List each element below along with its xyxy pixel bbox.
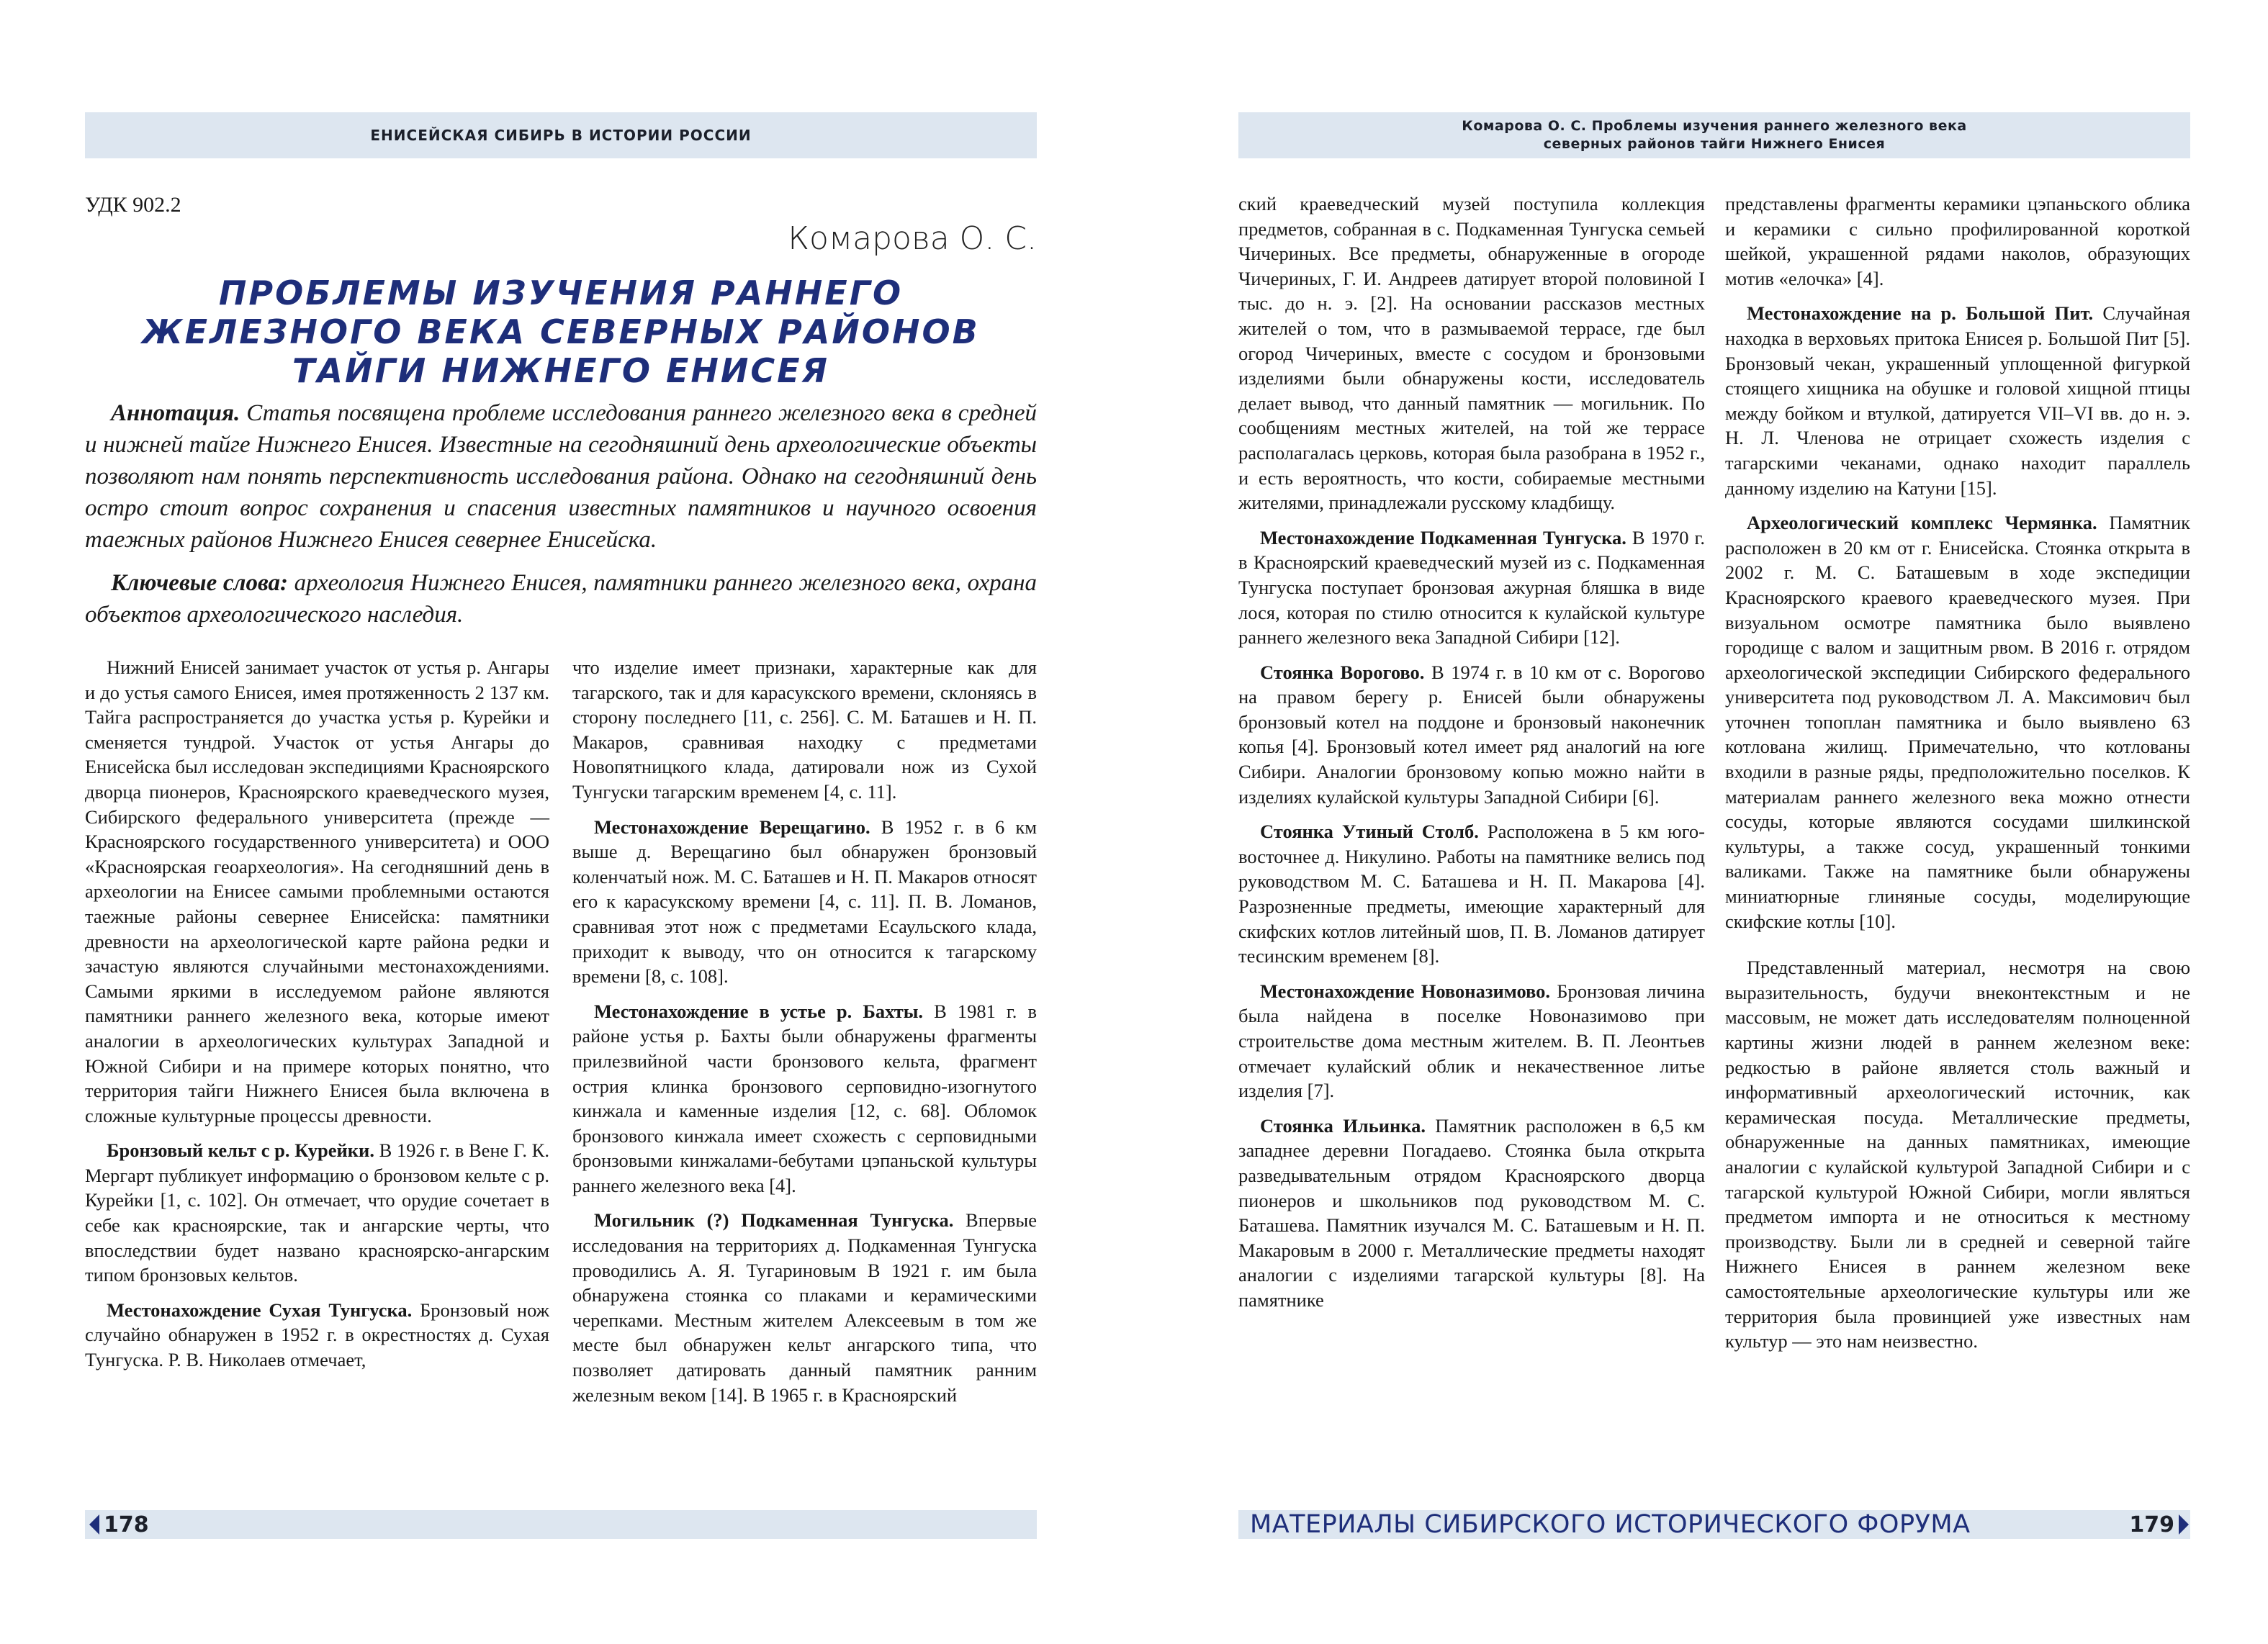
section-heading: Бронзовый кельт с р. Курейки.: [107, 1139, 374, 1162]
column-4: [1725, 191, 2190, 1354]
article-title: [85, 274, 1037, 390]
keywords-paragraph: [85, 567, 1037, 631]
section-heading: Местонахождение Сухая Тунгуска.: [107, 1299, 413, 1321]
paragraph: [1238, 525, 1705, 650]
section-heading: Местонахождение в устье р. Бахты.: [594, 1000, 924, 1022]
paragraph: [572, 815, 1037, 989]
paragraph: [572, 999, 1037, 1198]
paragraph: что изделие имеет признаки, характерные как для тагарского, так и для карасукского времени, склоняясь в сторону последнего [11, с. 256]. С. М. Баташев и Н. П. Макаров, сравнивая находку с предметами Новопятницкого клада, датировали нож из Сухой Тунгуски тагарским временем [4, с. 11].: [572, 656, 1037, 803]
section-heading: Местонахождение Верещагино.: [594, 816, 870, 838]
paragraph-text: Памятник расположен в 20 км от г. Енисейска. Стоянка открыта в 2002 г. М. С. Баташевым в ходе экспедиции Красноярского краевого краеведческого музея. При визуальном осмотре памятника было выявлено городище с валом и защитным рвом. В 2016 г. отрядом археологической экспедиции Сибирского федерального университета под руководством Л. А. Максимович был уточнен топоплан памятника и было выявлено 63 котлована жилищ. Примечательно, что котлованы входили в разные ряды, предположительно поселков. К материалам раннего железного века можно отнести сосуды, которые являются сосудами шилкинской культуры, а также сосуд, украшенный тонкими валиками. Также на памятнике были обнаружены миниатюрные глиняные сосуды, моделирующие скифские котлы [10].: [1725, 512, 2190, 932]
paragraph: ский краеведческий музей поступила коллекция предметов, собранная в с. Подкаменная Тунгуска семьей Чичериных. Все предметы, обнаруженные в огороде Чичериных, Г. И. Андреев датирует второй половиной I тыс. до н. э. [2]. На основании рассказов местных жителей о том, что в размываемой террасе, где был огород Чичериных, вместе с сосудом и бронзовыми изделиями были обнаружены кости, исследователь делает вывод, что данный памятник — могильник. По сообщениям местных жителей, на той же террасе располагалась церковь, которая была разобрана в 1952 г., и есть вероятность, что кости, собираемые местными жителями, принадлежали русскому кладбищу.: [1238, 193, 1705, 514]
section-heading: Археологический комплекс Чермянка.: [1747, 512, 2097, 534]
section-heading: Местонахождение Подкаменная Тунгуска.: [1260, 526, 1626, 548]
paragraph: [1725, 301, 2190, 500]
page-number-left: [89, 1510, 149, 1539]
abstract-paragraph: [85, 397, 1037, 556]
running-title-right-line1: Комарова О. С. Проблемы изучения раннего железного века: [1462, 118, 1967, 134]
title-line-3: ТАЙГИ НИЖНЕГО ЕНИСЕЯ: [292, 351, 829, 390]
title-line-2: ЖЕЛЕЗНОГО ВЕКА СЕВЕРНЫХ РАЙОНОВ: [142, 312, 980, 351]
column-3: [1238, 191, 1705, 1313]
paragraph-text: В 1981 г. в районе устья р. Бахты были обнаружены фрагменты прилезвийной части бронзового кельта, фрагмент острия клинка бронзового серповидно-изогнутого кинжала и каменные изделия [12, с. 68]. Обломок бронзового кинжала имеет схожесть с серповидными бронзовыми кинжалами-бебутами цэпаньской культуры раннего железного века [4].: [572, 1000, 1037, 1196]
section-heading: Местонахождение на р. Большой Пит.: [1747, 302, 2094, 325]
running-header-right: [1238, 112, 2190, 158]
keywords-label: Ключевые слова:: [111, 570, 288, 596]
paragraph: [1238, 979, 1705, 1103]
paragraph-text: Расположена в 5 км юго-восточнее д. Никулино. Работы на памятнике велись под руководством М. С. Баташева и Н. П. Макарова [4]. Разрозненные предметы, имеющие характерный для скифских котлов литейный шов, П. В. Ломанов датирует тесинским временем [8].: [1238, 821, 1706, 967]
column-2: [572, 655, 1037, 1407]
page-number-left-text: 178: [104, 1512, 149, 1537]
paragraph-text: В 1970 г. в Красноярский краеведческий музей из с. Подкаменная Тунгуска поступает бронзовая ажурная бляшка в виде лося, которая по стилю относится к кулайской культуре раннего железного века Западной Сибири [12].: [1238, 526, 1705, 649]
paragraph: [1238, 660, 1705, 810]
page-number-right: [2129, 1510, 2189, 1539]
paragraph: [1238, 819, 1705, 969]
paragraph-text: Случайная находка в верховьях притока Енисея р. Большой Пит [5]. Бронзовый чекан, украшенный уплощенной фигуркой стоящего хищника на обушке и головой хищной птицы между бойком и втулкой, датируется VII–VI вв. до н. э. Н. Л. Членова не отрицает схожесть изделия с тагарскими чеканами, однако находит параллель данному изделию на Катуни [15].: [1725, 302, 2190, 499]
running-header-left: [85, 112, 1037, 158]
paragraph: представлены фрагменты керамики цэпаньского облика и керамики с сильно профилированной короткой шейкой, украшенной рядами наколов, образующих мотив «елочка» [4].: [1725, 193, 2190, 289]
section-heading: Стоянка Ильинка.: [1260, 1114, 1426, 1137]
abstract-text: Статья посвящена проблеме исследования раннего железного века в средней и нижней тайге Нижнего Енисея. Известные на сегодняшний день археологические объекты позволяют нам понять перспективность исследования района. Однако на сегодняшний день остро стоит вопрос сохранения и спасения известных памятников и научного освоения таежных районов Нижнего Енисея севернее Енисейска.: [85, 400, 1037, 553]
paragraph: [1725, 510, 2190, 934]
chevron-right-icon: [2179, 1514, 2189, 1535]
paragraph: [572, 1208, 1037, 1407]
paragraph-text: Впервые исследования на территориях д. Подкаменная Тунгуска проводились А. Я. Тугариновым В 1921 г. им была обнаружена стоянка со плаками и керамическими черепками. Местным жителем Алексеевым в том же месте был обнаружен кельт ангарского типа, что позволяет датировать данный памятник ранним железным веком [14]. В 1965 г. в Красноярский: [572, 1209, 1037, 1406]
article-author: Комарова О. С.: [788, 220, 1037, 257]
paragraph: [1238, 1114, 1705, 1313]
paragraph: Нижний Енисей занимает участок от устья р. Ангары и до устья самого Енисея, имея протяженность 2 137 км. Тайга распространяется до участка устья р. Курейки и сменяется тундрой. Участок от устья Ангары до Енисейска был исследован экспедициями Красноярского дворца пионеров, Красноярского краеведческого музея, Сибирского федерального университета (прежде — Красноярского государственного университета) и ООО «Красноярская геоархеология». На сегодняшний день в археологии на Енисее самыми проблемными остаются таежные районы севернее Енисейска: памятники древности на археологической карте района редки и зачастую являются случайными местонахождениями. Самыми яркими в исследуемом районе являются памятники раннего железного века, которые имеют аналогии в археологических культурах Западной и Южной Сибири и на примере которых понятно, что территория тайги Нижнего Енисея была включена в сложные культурные процессы древности.: [85, 656, 549, 1126]
paragraph-text: В 1926 г. в Вене Г. К. Мергарт публикует информацию о бронзовом кельте с р. Курейки [1, с. 102]. Он отмечает, что орудие сочетает в себе как красноярские, так и ангарские черты, что впоследствии будет названо красноярско-ангарским типом бронзовых кельтов.: [85, 1139, 549, 1286]
paragraph-text: В 1974 г. в 10 км от с. Ворогово на правом берегу р. Енисей были обнаружены бронзовый котел на поддоне и бронзовый наконечник копья [4]. Бронзовый котел имеет ряд аналогий на юге Сибири. Аналогии бронзовому копью можно найти в изделиях кулайской культуры Западной Сибири [6].: [1238, 661, 1706, 808]
running-title-right-line2: северных районов тайги Нижнего Енисея: [1543, 136, 1886, 152]
column-1: [85, 655, 549, 1373]
abstract-label: Аннотация.: [111, 400, 240, 426]
section-heading: Стоянка Ворогово.: [1260, 661, 1425, 683]
section-heading: Стоянка Утиный Столб.: [1260, 821, 1479, 843]
paragraph: Представленный материал, несмотря на свою выразительность, будучи внеконтекстным и не массовым, не может дать исследователям полноценной картины жизни людей в раннем железном веке: редкостью в районе является столь важный и информативный археологический источник, как керамическая посуда. Металлические предметы, обнаруженные на данных памятниках, имеющие аналогии с кулайской культурой Западной Сибири и с тагарской культурой Южной Сибири, могли являться предметом импорта и не относиться к местному производству. Были ли в средней и северной тайге Нижнего Енисея в раннем железном веке самостоятельные археологические культуры или же территория была провинцией уже известных нам культур — это нам неизвестно.: [1725, 957, 2190, 1352]
page-number-right-text: 179: [2129, 1512, 2174, 1537]
journal-title: МАТЕРИАЛЫ СИБИРСКОГО ИСТОРИЧЕСКОГО ФОРУМА: [1250, 1510, 1971, 1539]
abstract-block: [85, 397, 1037, 631]
paragraph-text: Бронзовый нож случайно обнаружен в 1952 г. в окрестностях д. Сухая Тунгуска. Р. В. Николаев отмечает,: [85, 1299, 549, 1371]
udk-code: УДК 902.2: [85, 193, 181, 217]
section-heading: Местонахождение Новоназимово.: [1260, 980, 1551, 1002]
title-line-1: ПРОБЛЕМЫ ИЗУЧЕНИЯ РАННЕГО: [218, 274, 904, 312]
running-title-left: ЕНИСЕЙСКАЯ СИБИРЬ В ИСТОРИИ РОССИИ: [370, 127, 752, 144]
paragraph: [85, 1298, 549, 1373]
paragraph: [85, 1138, 549, 1288]
section-heading: Могильник (?) Подкаменная Тунгуска.: [594, 1209, 954, 1232]
keywords-text: археология Нижнего Енисея, памятники раннего железного века, охрана объектов археологического наследия.: [85, 570, 1037, 628]
chevron-left-icon: [89, 1514, 99, 1535]
paragraph-text: Памятник расположен в 6,5 км западнее деревни Погадаево. Стоянка была открыта разведывательным отрядом Красноярского дворца пионеров и школьников под руководством М. С. Баташева. Памятник изучался М. С. Баташевым и Н. П. Макаровым в 2000 г. Металлические предметы находят аналогии с изделиями тагарской культуры [8]. На памятнике: [1238, 1114, 1705, 1311]
paragraph-text: В 1952 г. в 6 км выше д. Верещагино был обнаружен бронзовый коленчатый нож. М. С. Баташев и Н. П. Макаров относят его к карасукскому времени [4, с. 11]. П. В. Ломанов, сравнивая этот нож с предметами Есаульского клада, приходит к выводу, что он относится к тагарскому времени [8, с. 108].: [572, 816, 1038, 988]
paragraph-text: Бронзовая личина была найдена в поселке Новоназимово при строительстве дома местным жителем. В. П. Леонтьев отмечает кулайский облик и некачественное литье изделия [7].: [1238, 980, 1706, 1102]
footer-band-left: [85, 1510, 1037, 1539]
